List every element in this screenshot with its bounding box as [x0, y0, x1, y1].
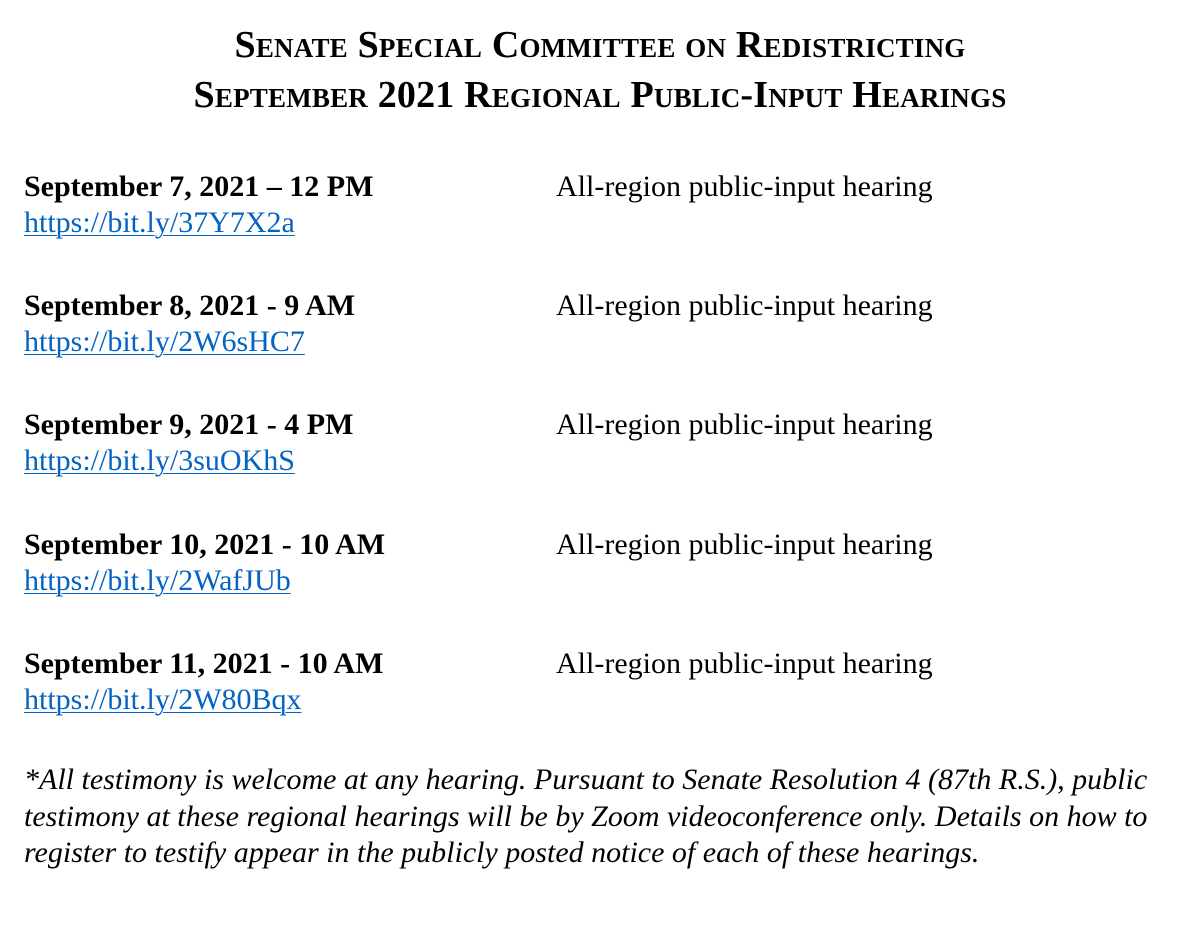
hearing-date: September 11, 2021 - 10 AM: [24, 647, 384, 680]
hearing-link[interactable]: https://bit.ly/2W6sHC7: [24, 325, 305, 358]
hearing-link[interactable]: https://bit.ly/37Y7X2a: [24, 206, 295, 239]
hearing-description: All-region public-input hearing: [556, 170, 933, 203]
hearing-date: September 9, 2021 - 4 PM: [24, 408, 354, 441]
page-title-line-1: Senate Special Committee on Redistricting: [234, 24, 966, 66]
page-title-line-2: September 2021 Regional Public-Input Hearings: [193, 74, 1007, 116]
hearing-description: All-region public-input hearing: [556, 289, 933, 322]
hearing-description: All-region public-input hearing: [556, 528, 933, 561]
hearing-date: September 7, 2021 – 12 PM: [24, 170, 374, 203]
hearing-date: September 8, 2021 - 9 AM: [24, 289, 356, 322]
hearing-date: September 10, 2021 - 10 AM: [24, 528, 386, 561]
hearing-description: All-region public-input hearing: [556, 408, 933, 441]
hearing-link[interactable]: https://bit.ly/3suOKhS: [24, 444, 295, 477]
hearing-description: All-region public-input hearing: [556, 647, 933, 680]
hearing-link[interactable]: https://bit.ly/2WafJUb: [24, 564, 291, 597]
testimony-footnote: *All testimony is welcome at any hearing. Pursuant to Senate Resolution 4 (87th R.S.), public testimony at these regional hearings will be by Zoom videoconference only. Details on how to register to testify appear in the publicly posted notice of each of these hearings.: [24, 763, 1148, 869]
hearing-link[interactable]: https://bit.ly/2W80Bqx: [24, 683, 302, 716]
